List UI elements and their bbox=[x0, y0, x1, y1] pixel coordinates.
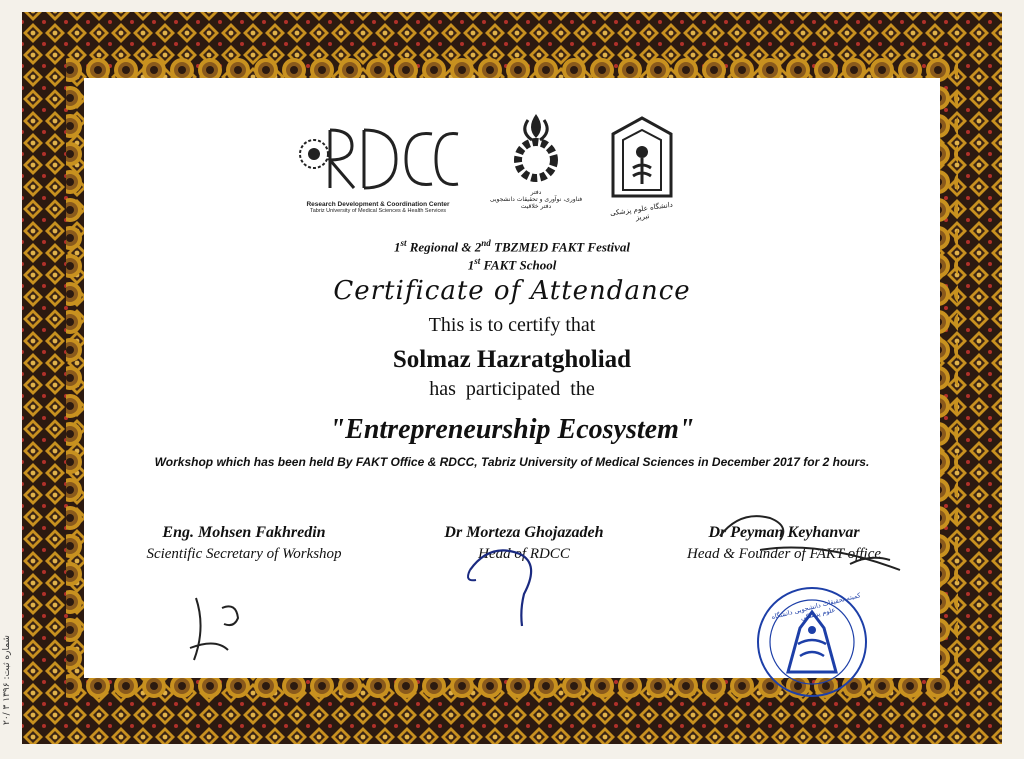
signatory-2-role: Head of RDCC bbox=[478, 546, 570, 562]
festival-line-sup1: st bbox=[400, 238, 407, 248]
signatory-3-name: Dr Peyman Keyhanvar bbox=[708, 524, 860, 541]
signatory-1-role: Scientific Secretary of Workshop bbox=[146, 546, 342, 562]
registration-note: ۲۰/ ۳ شماره ثبت: ۱۳۹۶ bbox=[2, 635, 12, 725]
rdcc-logo bbox=[296, 124, 460, 214]
rdcc-caption-line2: Tabriz University of Medical Sciences & Health Services bbox=[309, 208, 447, 214]
fakt-caption-line2: فناوری، نوآوری و تحقیقات دانشجویی bbox=[489, 196, 583, 203]
school-line-suffix: FAKT School bbox=[480, 257, 557, 273]
signatory-1-name: Eng. Mohsen Fakhredin bbox=[162, 524, 326, 541]
signature-1 bbox=[176, 588, 256, 668]
signature-3 bbox=[700, 500, 910, 580]
signatory-2-name: Dr Morteza Ghojazadeh bbox=[444, 524, 604, 541]
recipient-name: Solmaz Hazratgholiad bbox=[392, 346, 632, 373]
school-line bbox=[0, 256, 1024, 273]
certificate-title: Certificate of Attendance bbox=[333, 276, 691, 306]
workshop-details: Workshop which has been held By FAKT Office & RDCC, Tabriz University of Medical Sciences in December 2017 for 2 hours. bbox=[154, 455, 870, 469]
festival-line bbox=[0, 238, 1024, 255]
fakt-logo bbox=[488, 110, 584, 214]
festival-line-suffix: TBZMED FAKT Festival bbox=[490, 239, 631, 255]
festival-line-sup2: nd bbox=[481, 238, 491, 248]
participated-line: has participated the bbox=[429, 378, 595, 400]
festival-line-num1: 1 bbox=[393, 239, 401, 255]
fakt-caption-line1: دفتر bbox=[530, 189, 542, 196]
school-line-sup: st bbox=[474, 256, 481, 266]
certify-line: This is to certify that bbox=[428, 314, 596, 336]
university-logo bbox=[606, 114, 678, 222]
signature-2 bbox=[460, 534, 570, 634]
signatory-1 bbox=[124, 524, 364, 563]
school-line-num: 1 bbox=[467, 257, 475, 273]
university-emblem-icon bbox=[609, 114, 675, 200]
fakt-caption-line3: دفتر خلاقیت bbox=[520, 203, 552, 210]
university-caption: دانشگاه علوم پزشکی تبریز bbox=[609, 200, 674, 222]
fakt-gear-flame-icon bbox=[506, 110, 566, 184]
festival-line-mid: Regional & 2 bbox=[406, 239, 482, 255]
rdcc-emblem bbox=[296, 124, 460, 196]
stamp-text: کمیته تحقیقات دانشجویی دانشگاه علوم پزشکی bbox=[770, 591, 862, 623]
signatory-3-role: Head & Founder of FAKT office bbox=[686, 546, 882, 562]
rdcc-caption-line1: Research Development & Coordination Center bbox=[306, 201, 450, 208]
event-title: "Entrepreneurship Ecosystem" bbox=[329, 414, 695, 445]
